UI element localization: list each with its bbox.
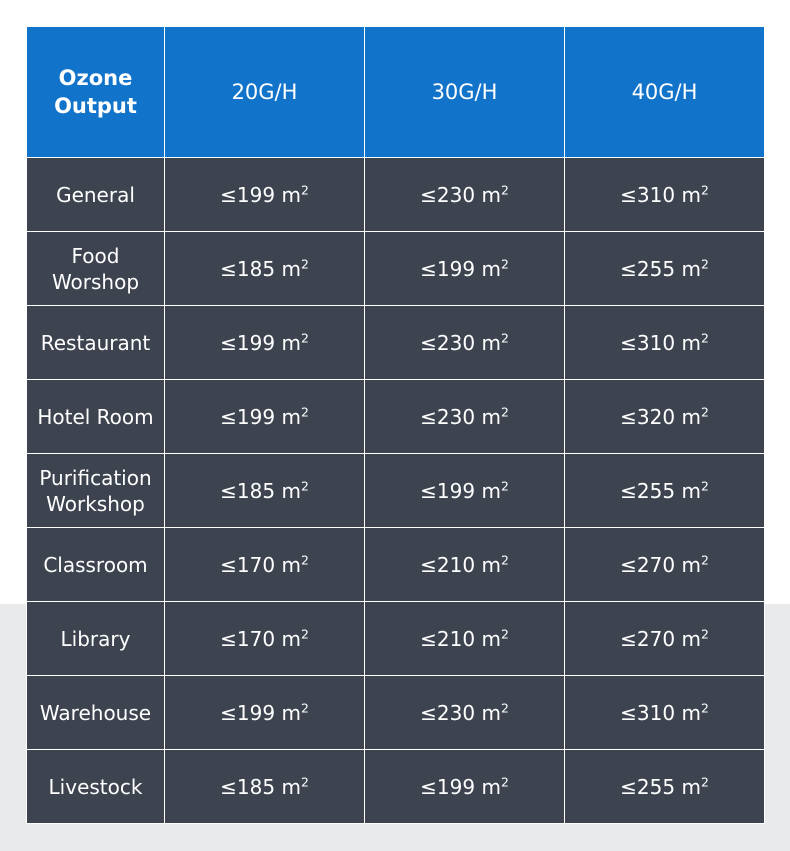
cell-exponent: 2 [700, 181, 709, 197]
cell-value: ≤255 m [620, 478, 701, 503]
cell-exponent: 2 [300, 255, 309, 271]
cell-exponent: 2 [300, 625, 309, 641]
cell-warehouse-40gh [565, 676, 765, 750]
row-label-restaurant [27, 306, 165, 380]
cell-exponent: 2 [500, 181, 509, 197]
cell-hotel-room-20gh [165, 380, 365, 454]
header-ozone-line2: Output [54, 94, 137, 118]
spec-table-container [26, 26, 764, 824]
table-body [27, 158, 765, 824]
cell-food-worshop-30gh [365, 232, 565, 306]
cell-value: ≤230 m [420, 330, 501, 355]
cell-exponent: 2 [700, 329, 709, 345]
table-row [27, 750, 765, 824]
cell-value: ≤199 m [420, 478, 501, 503]
cell-library-40gh [565, 602, 765, 676]
cell-warehouse-20gh [165, 676, 365, 750]
cell-restaurant-30gh [365, 306, 565, 380]
cell-value: ≤255 m [620, 256, 701, 281]
cell-general-40gh [565, 158, 765, 232]
ozone-coverage-table [26, 26, 765, 824]
cell-value: ≤230 m [420, 182, 501, 207]
cell-exponent: 2 [300, 551, 309, 567]
cell-value: ≤170 m [220, 552, 301, 577]
row-label-classroom [27, 528, 165, 602]
cell-livestock-40gh [565, 750, 765, 824]
cell-exponent: 2 [500, 329, 509, 345]
cell-value: ≤255 m [620, 774, 701, 799]
cell-value: ≤310 m [620, 182, 701, 207]
table-row [27, 676, 765, 750]
cell-value: ≤185 m [220, 256, 301, 281]
table-header [27, 27, 765, 158]
row-label-line1: Restaurant [40, 330, 151, 355]
cell-value: ≤199 m [220, 330, 301, 355]
cell-exponent: 2 [700, 403, 709, 419]
cell-exponent: 2 [700, 255, 709, 271]
cell-exponent: 2 [500, 699, 509, 715]
cell-purification-workshop-40gh [565, 454, 765, 528]
cell-exponent: 2 [300, 699, 309, 715]
cell-value: ≤210 m [420, 626, 501, 651]
cell-value: ≤230 m [420, 404, 501, 429]
cell-classroom-40gh [565, 528, 765, 602]
cell-value: ≤170 m [220, 626, 301, 651]
cell-general-20gh [165, 158, 365, 232]
row-label-line1: General [56, 182, 135, 207]
cell-food-worshop-40gh [565, 232, 765, 306]
cell-exponent: 2 [500, 403, 509, 419]
cell-value: ≤320 m [620, 404, 701, 429]
cell-restaurant-20gh [165, 306, 365, 380]
table-row [27, 380, 765, 454]
row-label-library [27, 602, 165, 676]
cell-classroom-30gh [365, 528, 565, 602]
table-row [27, 454, 765, 528]
cell-warehouse-30gh [365, 676, 565, 750]
row-label-line2: Worshop [51, 269, 140, 294]
cell-exponent: 2 [300, 181, 309, 197]
background-band-right-mask [764, 0, 790, 604]
row-label-line1: Food [71, 243, 120, 268]
table-row [27, 602, 765, 676]
cell-value: ≤270 m [620, 552, 701, 577]
cell-value: ≤310 m [620, 700, 701, 725]
cell-exponent: 2 [300, 329, 309, 345]
cell-exponent: 2 [500, 551, 509, 567]
cell-value: ≤210 m [420, 552, 501, 577]
header-cell-ozone-output [27, 27, 165, 158]
table-row [27, 528, 765, 602]
cell-value: ≤199 m [420, 774, 501, 799]
cell-general-30gh [365, 158, 565, 232]
cell-purification-workshop-30gh [365, 454, 565, 528]
row-label-livestock [27, 750, 165, 824]
cell-restaurant-40gh [565, 306, 765, 380]
cell-exponent: 2 [300, 477, 309, 493]
row-label-food-worshop [27, 232, 165, 306]
cell-exponent: 2 [300, 773, 309, 789]
header-cell-col-1: 20G/H [165, 27, 365, 158]
cell-exponent: 2 [700, 699, 709, 715]
row-label-warehouse [27, 676, 165, 750]
row-label-line2: Workshop [46, 491, 145, 516]
cell-purification-workshop-20gh [165, 454, 365, 528]
cell-livestock-30gh [365, 750, 565, 824]
cell-exponent: 2 [300, 403, 309, 419]
row-label-line1: Livestock [48, 774, 143, 799]
cell-value: ≤185 m [220, 774, 301, 799]
header-cell-col-3: 40G/H [565, 27, 765, 158]
cell-exponent: 2 [700, 477, 709, 493]
row-label-line1: Hotel Room [37, 404, 154, 429]
cell-exponent: 2 [500, 477, 509, 493]
cell-exponent: 2 [500, 255, 509, 271]
cell-livestock-20gh [165, 750, 365, 824]
row-label-line1: Classroom [43, 552, 148, 577]
cell-value: ≤199 m [220, 404, 301, 429]
header-cell-col-2: 30G/H [365, 27, 565, 158]
row-label-general [27, 158, 165, 232]
cell-exponent: 2 [500, 773, 509, 789]
row-label-purification-workshop [27, 454, 165, 528]
cell-exponent: 2 [700, 551, 709, 567]
cell-library-30gh [365, 602, 565, 676]
cell-value: ≤199 m [220, 700, 301, 725]
header-row [27, 27, 765, 158]
cell-value: ≤199 m [220, 182, 301, 207]
cell-classroom-20gh [165, 528, 365, 602]
row-label-line1: Warehouse [39, 700, 152, 725]
cell-food-worshop-20gh [165, 232, 365, 306]
header-ozone-line1: Ozone [58, 65, 133, 90]
cell-value: ≤185 m [220, 478, 301, 503]
cell-exponent: 2 [700, 625, 709, 641]
table-row [27, 232, 765, 306]
cell-value: ≤230 m [420, 700, 501, 725]
row-label-line1: Purification [39, 465, 152, 490]
table-row [27, 306, 765, 380]
cell-hotel-room-40gh [565, 380, 765, 454]
row-label-line1: Library [60, 626, 131, 651]
cell-value: ≤310 m [620, 330, 701, 355]
cell-library-20gh [165, 602, 365, 676]
cell-hotel-room-30gh [365, 380, 565, 454]
cell-exponent: 2 [500, 625, 509, 641]
cell-value: ≤199 m [420, 256, 501, 281]
cell-value: ≤270 m [620, 626, 701, 651]
table-row [27, 158, 765, 232]
row-label-hotel-room [27, 380, 165, 454]
cell-exponent: 2 [700, 773, 709, 789]
